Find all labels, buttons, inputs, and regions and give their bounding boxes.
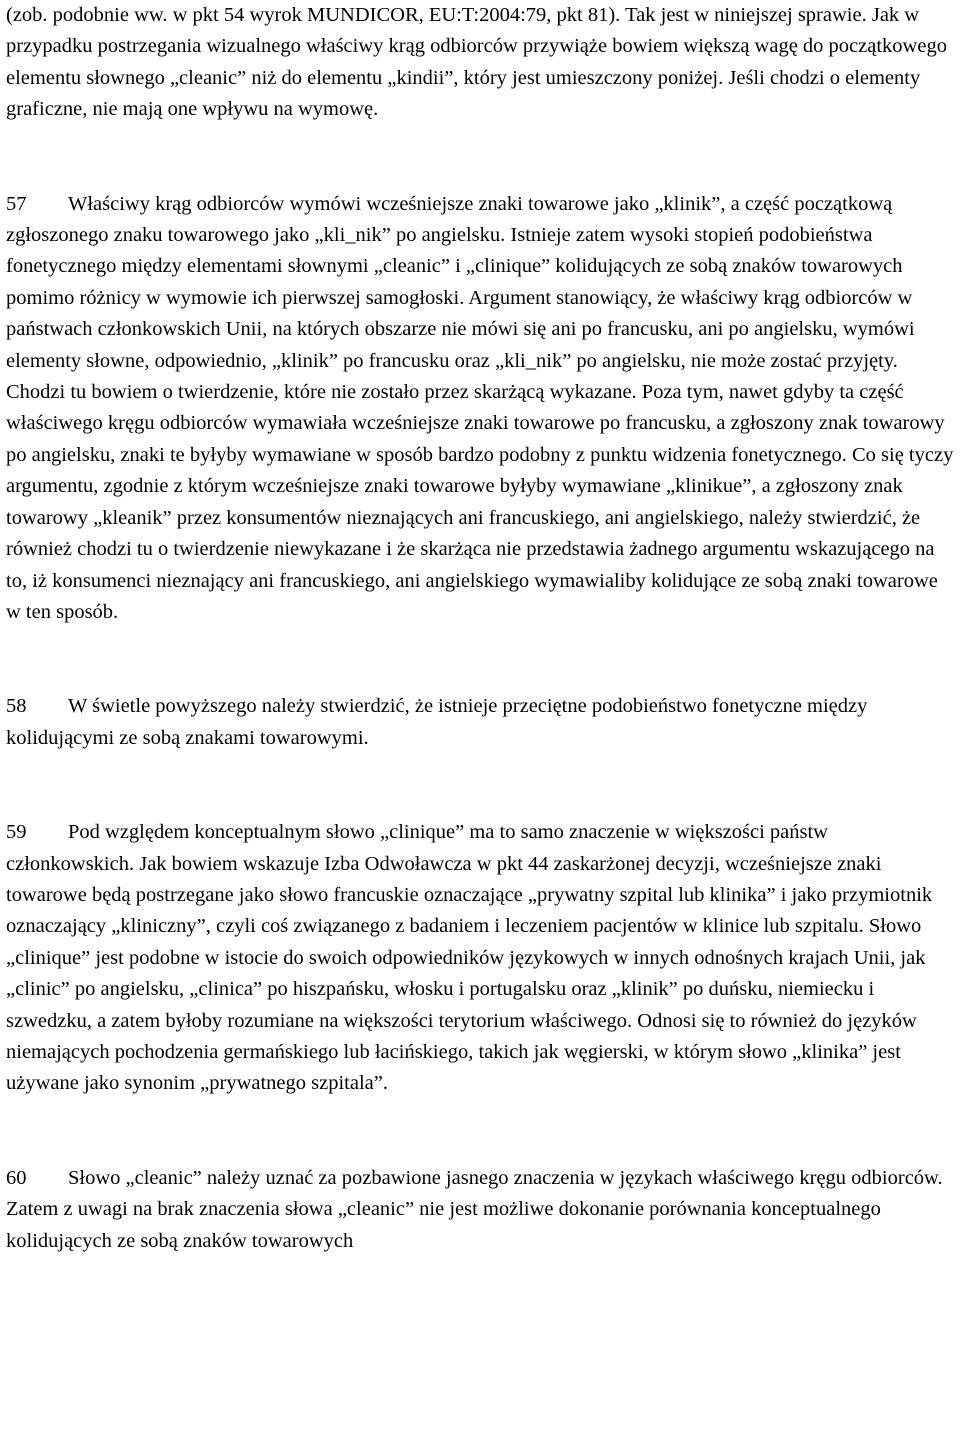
intro-paragraph — [6, 0, 956, 126]
paragraph-58 — [6, 691, 956, 754]
paragraph-number: 60 — [6, 1166, 27, 1189]
paragraph-number: 57 — [6, 192, 27, 215]
paragraph-text: Słowo „cleanic” należy uznać za pozbawione jasnego znaczenia w językach właściwego kręgu odbiorców. Zatem z uwagi na brak znaczenia słowa „cleanic” nie jest możliwe dokonanie porównania konceptualnego kolidujących ze sobą znaków towarowych — [6, 1166, 943, 1252]
paragraph-59 — [6, 817, 956, 1100]
paragraph-text: Właściwy krąg odbiorców wymówi wcześniejsze znaki towarowe jako „klinik”, a część początkową zgłoszonego znaku towarowego jako „kli_nik” po angielsku. Istnieje zatem wysoki stopień podobieństwa fonetycznego między elementami słownymi „cleanic” i „clinique” kolidujących ze sobą znaków towarowych pomimo różnicy w wymowie ich pierwszej samogłoski. Argument stanowiący, że właściwy krąg odbiorców w państwach członkowskich Unii, na których obszarze nie mówi się ani po francusku, ani po angielsku, wymówi elementy słowne, odpowiednio, „klinik” po francusku oraz „kli_nik” po angielsku, nie może zostać przyjęty. Chodzi tu bowiem o twierdzenie, które nie zostało przez skarżącą wykazane. Poza tym, nawet gdyby ta część właściwego kręgu odbiorców wymawiała wcześniejsze znaki towarowe po francusku, a zgłoszony znak towarowy po angielsku, znaki te byłyby wymawiane w sposób bardzo podobny z punktu widzenia fonetycznego. Co się tyczy argumentu, zgodnie z którym wcześniejsze znaki towarowe byłyby wymawiane „klinikue”, a zgłoszony znak towarowy „kleanik” przez konsumentów nieznających ani francuskiego, ani angielskiego, należy stwierdzić, że również chodzi tu o twierdzenie niewykazane i że skarżąca nie przedstawia żadnego argumentu wskazującego na to, iż konsumenci nieznający ani francuskiego, ani angielskiego wymawialiby kolidujące ze sobą znaki towarowe w ten sposób. — [6, 192, 954, 623]
paragraph-text: Pod względem konceptualnym słowo „clinique” ma to samo znaczenie w większości państw członkowskich. Jak bowiem wskazuje Izba Odwoławcza w pkt 44 zaskarżonej decyzji, wcześniejsze znaki towarowe będą postrzegane jako słowo francuskie oznaczające „prywatny szpital lub klinika” i jako przymiotnik oznaczający „kliniczny”, czyli coś związanego z badaniem i leczeniem pacjentów w klinice lub szpitalu. Słowo „clinique” jest podobne w istocie do swoich odpowiedników językowych w innych odnośnych krajach Unii, jak „clinic” po angielsku, „clinica” po hiszpańsku, włosku i portugalsku oraz „klinik” po duńsku, niemiecku i szwedzku, a zatem byłoby rozumiane na większości terytorium właściwego. Odnosi się to również do języków niemających pochodzenia germańskiego lub łacińskiego, takich jak węgierski, w którym słowo „klinika” jest używane jako synonim „prywatnego szpitala”. — [6, 821, 933, 1095]
paragraph-number: 59 — [6, 821, 27, 844]
paragraph-spacer — [6, 126, 956, 189]
intro-text: (zob. podobnie ww. w pkt 54 wyrok MUNDICOR, EU:T:2004:79, pkt 81). Tak jest w niniejszej sprawie. Jak w przypadku postrzegania wizualnego właściwy krąg odbiorców przywiąże bowiem większą wagę do początkowego elementu słownego „cleanic” niż do elementu „kindii”, który jest umieszczony poniżej. Jeśli chodzi o elementy graficzne, nie mają one wpływu na wymowę. — [6, 4, 947, 121]
paragraph-number: 58 — [6, 695, 27, 718]
paragraph-57 — [6, 189, 956, 629]
document-page — [6, 0, 956, 1257]
paragraph-spacer — [6, 628, 956, 691]
paragraph-spacer — [6, 754, 956, 817]
paragraph-60 — [6, 1163, 956, 1257]
paragraph-text: W świetle powyższego należy stwierdzić, że istnieje przeciętne podobieństwo fonetyczne między kolidującymi ze sobą znakami towarowymi. — [6, 695, 868, 749]
paragraph-spacer — [6, 1100, 956, 1163]
